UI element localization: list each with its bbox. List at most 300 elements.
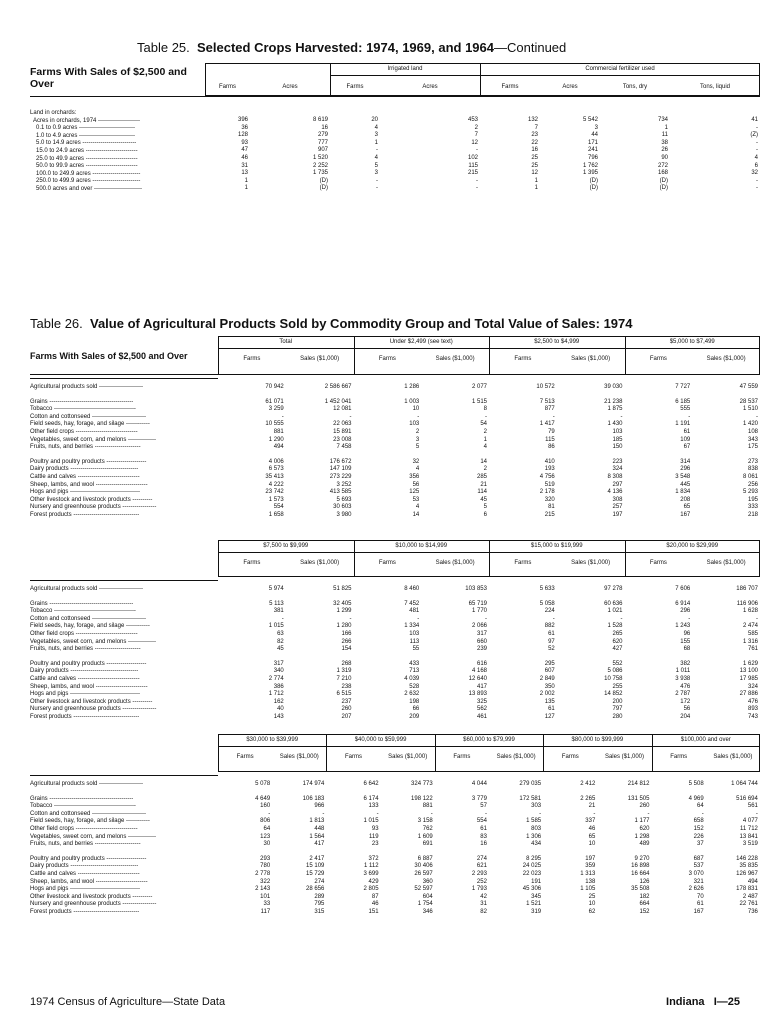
t25-cell: 1 395 [582, 170, 598, 177]
t26-cell: 23 008 [333, 436, 352, 443]
t26-cell: 1 754 [417, 901, 433, 908]
t25-cell: 90 [661, 154, 668, 161]
t26-row [218, 504, 760, 512]
t26-cell: 45 306 [522, 886, 542, 893]
t26-row [218, 646, 760, 654]
t26-cell: - [647, 810, 650, 817]
t26-cell: 274 [314, 878, 325, 885]
t26-cell: 1 528 [607, 623, 623, 630]
t26-cell: 607 [544, 668, 555, 675]
t26-cell: 14 [480, 458, 487, 465]
t26-row-label: Cattle and calves ------------------------------- [30, 473, 140, 480]
t26-cell: 155 [680, 638, 691, 645]
t26-cell: 1 585 [526, 818, 542, 825]
t26-cell: 324 773 [411, 781, 433, 787]
t26-cell: - [349, 413, 352, 420]
t26-cell: 882 [544, 623, 555, 630]
t26-cell: 445 [680, 481, 691, 488]
t26-row-label: Agricultural products sold ---------------------- [30, 586, 143, 592]
t26-row [218, 444, 760, 452]
t26-cell: 33 [263, 901, 271, 908]
t26-row-labels [30, 586, 215, 722]
t26-row-label: Cotton and cottonseed --------------------------- [30, 413, 146, 420]
t26-cell: 35 413 [265, 473, 284, 480]
t25-row [205, 125, 760, 133]
t26-cell: 5 [483, 504, 487, 511]
t25-cell: (D) [589, 177, 598, 184]
t25-cell: 44 [591, 132, 598, 139]
t26-row [218, 421, 760, 429]
t26-cell: 87 [371, 893, 379, 900]
t26-cell: 198 122 [411, 795, 433, 802]
t26-cell: 552 [612, 660, 623, 667]
t26-cell: 273 [747, 458, 758, 465]
t26-cell: 324 [747, 683, 758, 690]
t26-cell: 6 914 [675, 600, 691, 607]
t25-cell: 32 [751, 170, 758, 177]
t26-cell: 795 [314, 901, 325, 908]
t26-cell: 61 [683, 428, 691, 435]
t26-cell: 224 [544, 608, 555, 615]
t26-row-label: Field seeds, hay, forage, and silage ------------ [30, 421, 150, 428]
t26-row [218, 691, 760, 699]
t26-cell: 3 548 [675, 473, 691, 480]
t26-cell: 5 693 [336, 496, 352, 503]
t26-cell: 154 [341, 646, 352, 653]
t26-cell: 178 831 [736, 886, 758, 893]
t26-cell: 127 [544, 713, 555, 720]
t26-cell: 664 [639, 901, 650, 908]
t26-group-head: Total [279, 339, 293, 345]
t26-stub-rule [30, 378, 218, 379]
t26-row-label: Sheep, lambs, and wool -------------------------- [30, 481, 148, 488]
footer-left: 1974 Census of Agriculture—State Data [30, 996, 226, 1008]
t26-cell: 2 143 [255, 886, 271, 893]
t26-cell: 4 [415, 504, 420, 511]
t25-cell: 23 [531, 132, 538, 139]
t26-colhead: Sales ($1,000) [388, 754, 428, 760]
t26-cell: 10 555 [265, 421, 284, 428]
t26-cell: 1 628 [742, 608, 758, 615]
t26-row-label: Cotton and cottonseed --------------------------- [30, 810, 146, 817]
t26-cell: 46 [588, 825, 596, 832]
t26-row-label: Field seeds, hay, forage, and silage ------------ [30, 623, 150, 630]
t26-colhead: Farms [344, 754, 362, 760]
t26-cell: 2 774 [268, 675, 284, 682]
t26-cell: 7 606 [675, 586, 691, 592]
t26-cell: - [756, 615, 758, 622]
t26-row [218, 834, 760, 842]
t26-cell: 116 906 [736, 600, 758, 607]
t25-cell: 215 [467, 170, 478, 177]
t25-cell: 1 520 [312, 154, 328, 161]
t26-cell: 3 252 [336, 481, 352, 488]
t26-row-label: Sheep, lambs, and wool -------------------------- [30, 683, 148, 690]
t26-cell: 561 [747, 803, 758, 810]
t25-cell: 3 [374, 170, 378, 177]
t26-cell: 4 168 [471, 668, 487, 675]
t26-colhead: Sales ($1,000) [435, 560, 475, 566]
t26-cell: 562 [476, 706, 487, 713]
t25-cell: 16 [531, 147, 538, 154]
t26-cell: 39 030 [604, 384, 623, 390]
t26-cell: 55 [412, 646, 420, 653]
t26-cell: 32 405 [333, 600, 352, 607]
t26-cell: 5 086 [607, 668, 623, 675]
t26-colhead: Farms [243, 356, 261, 362]
t26-spacer [218, 392, 760, 399]
t25-row-label: 25.0 to 49.9 acres -------------------------- [36, 155, 138, 162]
t26-cell: 30 406 [414, 863, 433, 870]
t25-colhead: Farms [219, 84, 236, 90]
t26-group-head: $40,000 to $59,999 [354, 737, 407, 743]
t26-row [218, 406, 760, 414]
t26-cell: 108 [747, 428, 758, 435]
t26-cell: 68 [683, 646, 691, 653]
t25-row-label: 100.0 to 249.9 acres ------------------------ [36, 170, 141, 177]
t26-group-head: $7,500 to $9,999 [263, 543, 309, 549]
t26-cell: 31 [480, 901, 487, 908]
t26-cell: 32 [412, 458, 420, 465]
t26-cell: 340 [273, 668, 284, 675]
t25-cell: 1 735 [312, 170, 328, 177]
t26-colhead: Farms [236, 754, 254, 760]
t26-cell: 554 [273, 504, 284, 511]
t26-row [218, 699, 760, 707]
t26-colhead: Farms [514, 560, 532, 566]
t26-cell: 806 [260, 818, 271, 825]
t26-cell: 314 [680, 458, 691, 465]
t26-cell: 215 [544, 511, 555, 518]
t25-cell: 5 [374, 162, 378, 169]
t26-colhead: Sales ($1,000) [571, 356, 611, 362]
t26-group-head: Under $2,499 (see text) [389, 339, 453, 345]
t26-group-head: $20,000 to $29,999 [666, 543, 719, 549]
t25-cell: 796 [587, 154, 598, 161]
t26-cell: 83 [480, 833, 487, 840]
t26-row [218, 384, 760, 392]
t26-cell: 4 [483, 444, 487, 451]
t26-cell: 1 286 [404, 384, 420, 390]
t26-row-label: Vegetables, sweet corn, and melons -------------- [30, 638, 157, 645]
t26-cell: 146 228 [736, 855, 758, 862]
t25-row-label: 15.0 to 24.9 acres -------------------------- [36, 147, 138, 154]
t26-cell: 315 [314, 908, 325, 915]
t26-cell: 838 [747, 466, 758, 473]
t26-cell: 360 [422, 878, 433, 885]
t25-colhead: Tons, liquid [699, 84, 731, 90]
t26-cell: 345 [531, 893, 542, 900]
t26-cell: 321 [693, 878, 704, 885]
t26-cell: 1 306 [526, 833, 542, 840]
t26-cell: 620 [612, 638, 623, 645]
t25-row [205, 147, 760, 155]
t25-cell: 272 [657, 162, 668, 169]
t25-row-label: 0.1 to 0.9 acres ---------------------------- [36, 125, 135, 132]
t26-cell: 417 [476, 683, 487, 690]
t26-colhead: Farms [561, 754, 579, 760]
t26-cell: 82 [480, 908, 487, 915]
t26-cell: 2 778 [255, 870, 271, 877]
t26-cell: 21 238 [604, 398, 623, 405]
t26-cell: 427 [612, 646, 623, 653]
t26-spacer [218, 452, 760, 459]
t26-cell: 519 [544, 481, 555, 488]
t26-cell: 15 891 [333, 428, 352, 435]
t26-cell: 54 [480, 421, 487, 428]
t26-cell: - [349, 615, 352, 622]
t26-cell: 528 [409, 683, 420, 690]
t26-cell: 4 [415, 466, 420, 473]
t26-cell: 6 573 [268, 466, 284, 473]
t26-cell: 53 [412, 496, 420, 503]
t26-cell: - [322, 810, 325, 817]
t26-cell: 81 [548, 504, 555, 511]
t26-cell: 1 417 [539, 421, 555, 428]
t26-cell: 410 [544, 458, 555, 465]
t26-cell: - [417, 413, 420, 420]
t26-cell: - [281, 615, 284, 622]
t26-cell: 46 [371, 901, 379, 908]
t26-cell: 3 158 [417, 818, 433, 825]
t26-cell: 214 812 [627, 781, 650, 787]
t25-cell: - [376, 147, 378, 154]
t26-colhead: Sales ($1,000) [300, 356, 340, 362]
t26-cell: 45 [277, 646, 284, 653]
t25-cell: 168 [657, 170, 668, 177]
t25-cell: 12 [531, 170, 538, 177]
t26-row [218, 429, 760, 437]
t25-cell: 2 252 [312, 162, 328, 169]
t26-cell: 14 852 [604, 691, 623, 698]
t26-cell: 2 077 [471, 384, 487, 390]
t25-cell: 47 [241, 147, 248, 154]
t26-cell: 296 [680, 608, 691, 615]
t26-cell: 60 636 [604, 600, 623, 607]
t26-cell: 6 642 [363, 781, 379, 787]
t26-cell: 26 597 [414, 870, 433, 877]
t26-cell: 28 656 [306, 886, 325, 893]
t26-row-label: Other field crops ------------------------------- [30, 428, 138, 435]
t26-row-label: Poultry and poultry products -------------------- [30, 458, 147, 465]
t26-row-label: Grains ------------------------------------------ [30, 600, 134, 607]
t26-cell: - [430, 810, 433, 817]
t26-colhead: Farms [378, 560, 396, 566]
t26-cell: 65 [683, 504, 691, 511]
t26-cell: 16 664 [631, 870, 650, 877]
t26-cell: 761 [747, 646, 758, 653]
t25-cell: (Z) [750, 132, 758, 139]
t26-cell: 7 452 [404, 600, 420, 607]
t26-cell: 1 319 [336, 668, 352, 675]
t26-cell: 119 [368, 833, 379, 840]
t26-cell: 256 [747, 481, 758, 488]
t26-cell: 66 [412, 706, 420, 713]
t25-cell: 396 [237, 117, 248, 123]
t26-cell: 1 191 [675, 421, 691, 428]
t25-cell: 16 [321, 124, 328, 131]
t25-row [205, 155, 760, 163]
t26-row [218, 818, 760, 826]
t26-row-label: Grains ------------------------------------------ [30, 795, 134, 802]
t26-cell: - [688, 615, 691, 622]
t26-colhead: Farms [649, 560, 667, 566]
t26-cell: 2 474 [742, 623, 758, 630]
t26-row-label: Forest products --------------------------------- [30, 511, 140, 518]
t26-cell: 2 805 [363, 886, 379, 893]
t26-cell: 881 [273, 428, 284, 435]
t26-row-label: Fruits, nuts, and berries ----------------------- [30, 841, 141, 848]
t26-cell: 52 [548, 646, 555, 653]
t26-cell: 762 [422, 825, 433, 832]
t26-cell: 413 585 [329, 489, 352, 496]
t26-cell: 82 [277, 638, 284, 645]
t26-cell: 65 719 [468, 600, 487, 607]
t26-stub-rule [30, 775, 218, 776]
t26-cell: 1 609 [417, 833, 433, 840]
t26-cell: 11 712 [739, 825, 758, 832]
t26-cell: 3 938 [675, 675, 691, 682]
t26-cell: 14 [412, 511, 420, 518]
t26-colhead: Sales ($1,000) [706, 356, 746, 362]
t25-cell: (D) [319, 185, 328, 192]
t26-cell: 2 265 [580, 795, 596, 802]
t26-cell: 273 229 [329, 473, 352, 480]
t26-cell: 2 [483, 466, 487, 473]
t26-cell: 5 633 [539, 586, 555, 592]
t26-row-label: Agricultural products sold ---------------------- [30, 781, 143, 787]
t26-cell: 350 [544, 683, 555, 690]
t25-cell: 1 [374, 139, 378, 146]
t26-cell: 296 [680, 466, 691, 473]
t26-cell: 64 [697, 803, 704, 810]
t26-row [218, 841, 760, 849]
t26-cell: 166 [341, 630, 352, 637]
t26-cell: 343 [747, 436, 758, 443]
t26-cell: 10 572 [536, 384, 555, 390]
t25-group-irrigated: Irrigated land [387, 66, 423, 72]
t26-row-label: Nursery and greenhouse products ----------------- [30, 504, 157, 511]
t26-cell: - [552, 413, 555, 420]
t26-cell: 6 185 [675, 398, 691, 405]
t26-cell: - [620, 615, 623, 622]
t26-cell: 13 893 [468, 691, 487, 698]
t26-row [218, 608, 760, 616]
t25-row-label: 50.0 to 99.9 acres -------------------------- [36, 163, 138, 170]
t26-colhead: Sales ($1,000) [279, 754, 319, 760]
t26-cell: 1 813 [309, 818, 325, 825]
t26-cell: 324 [612, 466, 623, 473]
t25-cell: 22 [531, 139, 538, 146]
t26-cell: 303 [531, 803, 542, 810]
t26-cell: 5 293 [742, 489, 758, 496]
t26-cell: 2 066 [471, 623, 487, 630]
t26-cell: 1 430 [607, 421, 623, 428]
t25-cell: 26 [661, 147, 668, 154]
t26-row [218, 482, 760, 490]
t26-cell: 893 [747, 706, 758, 713]
t25-row [205, 170, 760, 178]
t25-cell: 279 [317, 132, 328, 139]
t25-colhead: Tons, dry [622, 84, 648, 90]
t25-group-fertilizer: Commercial fertilizer used [585, 66, 655, 72]
table26-title: Table 26. Value of Agricultural Products Sold by Commodity Group and Total Value of Sales: 1974 [30, 316, 633, 331]
t26-cell: 197 [585, 855, 596, 862]
t26-row-labels [30, 384, 215, 520]
t26-cell: 687 [693, 855, 704, 862]
t26-cell: 97 278 [604, 586, 623, 592]
t26-row [218, 601, 760, 609]
t26-cell: 8 308 [607, 473, 623, 480]
t26-row [218, 901, 760, 909]
t26-cell: 56 [412, 481, 420, 488]
t26-cell: 4 077 [742, 818, 758, 825]
t26-spacer [218, 849, 760, 856]
t26-colhead: Sales ($1,000) [496, 754, 536, 760]
t26-cell: 3 779 [471, 795, 487, 802]
t26-row-label: Other field crops ------------------------------- [30, 630, 138, 637]
t26-cell: - [281, 413, 284, 420]
t26-cell: 1 021 [607, 608, 623, 615]
t26-cell: 200 [612, 698, 623, 705]
t25-row [205, 117, 760, 125]
t26-cell: 86 [548, 444, 555, 451]
t26-cell: 516 694 [736, 795, 758, 802]
t26-row [218, 489, 760, 497]
t26-cell: 1 105 [580, 886, 596, 893]
t26-cell: 461 [476, 713, 487, 720]
t25-cell: - [476, 177, 478, 184]
t26-cell: 2 293 [471, 870, 487, 877]
t26-cell: 658 [693, 818, 704, 825]
t26-cell: 6 887 [417, 855, 433, 862]
t26-cell: 1 452 041 [324, 398, 352, 405]
t25-cell: 1 [244, 177, 248, 184]
t25-cell: 13 [241, 170, 248, 177]
t26-cell: 103 [409, 421, 420, 428]
t26-row-label: Agricultural products sold ---------------------- [30, 384, 143, 390]
t26-cell: 289 [314, 893, 325, 900]
t26-cell: 79 [548, 428, 555, 435]
t26-row [218, 459, 760, 467]
t26-cell: 2 632 [404, 691, 420, 698]
t26-cell: 204 [680, 713, 691, 720]
t26-data-block [218, 586, 760, 722]
t26-row-label: Hogs and pigs ----------------------------------- [30, 886, 140, 893]
t26-colhead: Sales ($1,000) [435, 356, 475, 362]
t25-cell: 102 [467, 154, 478, 161]
t26-group-head: $5,000 to $7,499 [669, 339, 715, 345]
t26-group-head: $60,000 to $79,999 [463, 737, 515, 743]
t26-row [218, 466, 760, 474]
footer-page: Indiana I—25 [666, 996, 740, 1008]
t25-colhead: Acres [562, 84, 578, 90]
t26-cell: 123 [260, 833, 271, 840]
t26-row [218, 399, 760, 407]
t26-cell: 3 [415, 436, 420, 443]
t26-cell: 28 537 [739, 398, 758, 405]
t26-cell: - [417, 615, 420, 622]
t26-cell: 63 [277, 630, 284, 637]
t26-cell: 448 [314, 825, 325, 832]
t26-cell: 195 [747, 496, 758, 503]
t26-cell: 12 640 [468, 675, 487, 682]
t26-cell: 191 [531, 878, 542, 885]
t26-cell: 881 [422, 803, 433, 810]
t26-row [218, 863, 760, 871]
t26-row-label: Fruits, nuts, and berries ----------------------- [30, 444, 141, 451]
t26-row [218, 706, 760, 714]
